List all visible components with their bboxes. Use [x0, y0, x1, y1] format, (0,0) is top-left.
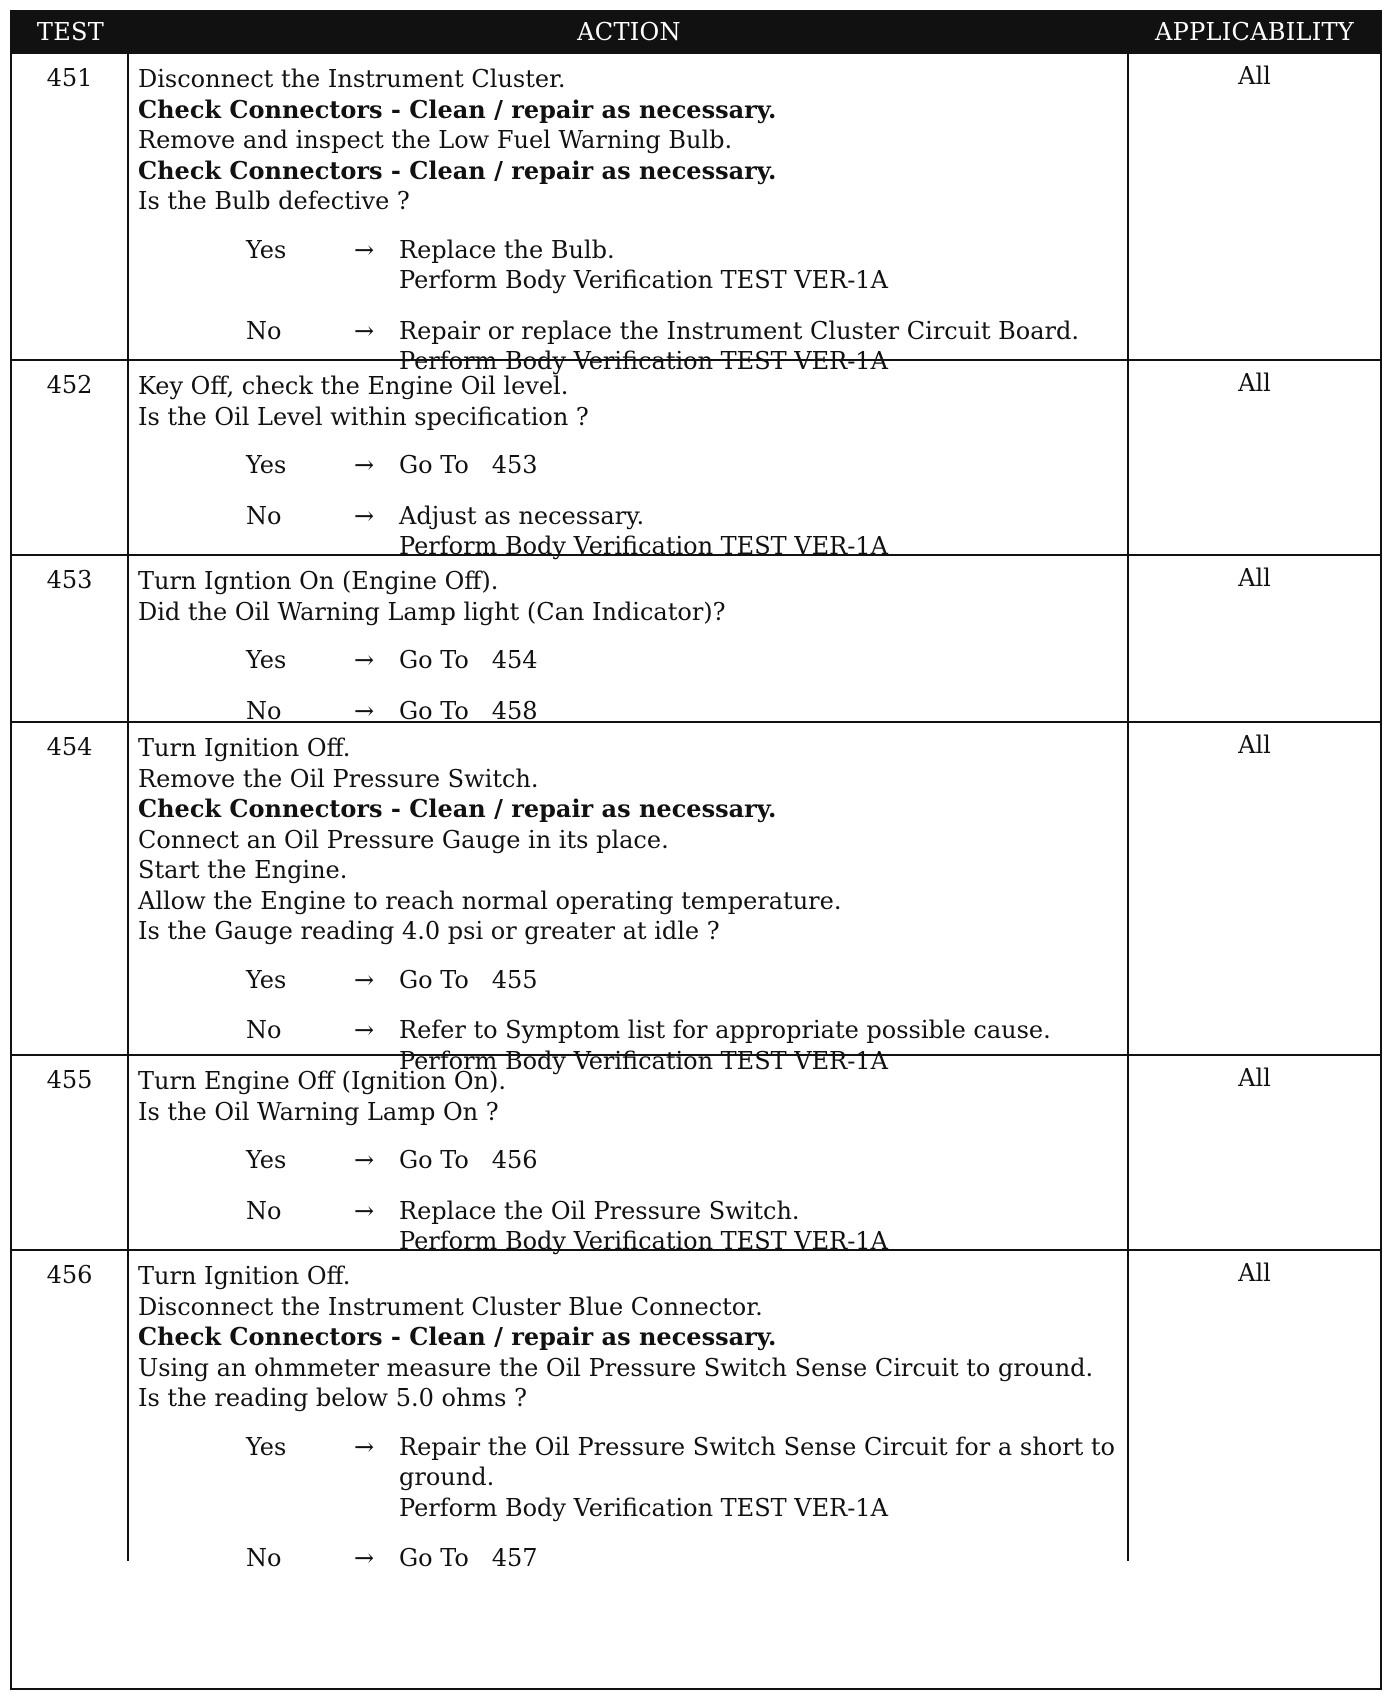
table-row [12, 1249, 1380, 1572]
action-line: Is the Oil Warning Lamp On ? [138, 1097, 499, 1126]
decision-text-line: Perform Body Verification TEST VER-1A [399, 347, 888, 375]
decision-text [399, 1196, 1119, 1257]
applicability-cell: All [1238, 731, 1271, 759]
decision-label: No [246, 1544, 282, 1572]
decision-options [138, 1145, 1119, 1257]
decision-options [138, 235, 1119, 377]
decision-text-line: Go To 457 [399, 1544, 538, 1572]
decision-text [399, 1432, 1119, 1524]
action-note-bold: Check Connectors - Clean / repair as necessary. [138, 94, 777, 124]
action-line: Allow the Engine to reach normal operating temperature. [138, 886, 842, 915]
action-line: Turn Ignition Off. [138, 1262, 351, 1290]
action-line: Using an ohmmeter measure the Oil Pressure Switch Sense Circuit to ground. [138, 1353, 1094, 1382]
decision-text-line: Go To 455 [399, 965, 538, 994]
decision-yes [138, 235, 1119, 296]
decision-text [399, 1543, 1119, 1574]
decision-label: No [246, 501, 282, 530]
decision-no [138, 1543, 1119, 1574]
arrow-right-icon: → [354, 1146, 375, 1174]
arrow-right-icon: → [354, 696, 375, 725]
arrow-right-icon: → [354, 501, 375, 530]
action-line: Remove the Oil Pressure Switch. [138, 764, 539, 793]
decision-label: Yes [246, 1146, 287, 1174]
decision-text-line: Replace the Bulb. [399, 235, 615, 264]
decision-text-line: Adjust as necessary. [399, 501, 645, 530]
applicability-cell: All [1238, 564, 1271, 592]
test-number: 453 [12, 556, 129, 721]
decision-text-line: Repair or replace the Instrument Cluster Circuit Board. [399, 316, 1080, 345]
decision-label: Yes [246, 235, 287, 264]
arrow-right-icon: → [354, 1544, 375, 1572]
decision-text [399, 696, 1119, 727]
test-number: 454 [12, 723, 129, 1054]
decision-options [138, 1432, 1119, 1574]
action-line: Disconnect the Instrument Cluster. [138, 65, 566, 93]
action-line: Turn Igntion On (Engine Off). [138, 567, 499, 595]
action-cell [129, 361, 1129, 560]
decision-text [399, 1145, 1119, 1176]
applicability-cell: All [1238, 1259, 1271, 1287]
test-number: 455 [12, 1056, 129, 1249]
action-note-bold: Check Connectors - Clean / repair as necessary. [138, 1322, 777, 1351]
action-line: Is the reading below 5.0 ohms ? [138, 1384, 527, 1412]
decision-text [399, 645, 1119, 676]
decision-text [399, 235, 1119, 296]
decision-no [138, 696, 1119, 727]
action-cell [129, 556, 1129, 725]
decision-options [138, 450, 1119, 562]
action-line: Connect an Oil Pressure Gauge in its place. [138, 825, 669, 854]
applicability-cell: All [1238, 62, 1271, 90]
action-line: Remove and inspect the Low Fuel Warning Bulb. [138, 126, 733, 154]
action-line: Is the Gauge reading 4.0 psi or greater at idle ? [138, 917, 720, 945]
table-row [12, 359, 1380, 560]
action-cell [129, 1251, 1129, 1572]
decision-label: Yes [246, 451, 287, 479]
decision-text [399, 501, 1119, 562]
applicability-cell: All [1238, 369, 1271, 397]
arrow-right-icon: → [354, 965, 375, 994]
decision-label: Yes [246, 646, 287, 674]
table-row [12, 52, 1380, 375]
arrow-right-icon: → [354, 1432, 375, 1461]
decision-yes [138, 450, 1119, 481]
test-number: 451 [12, 54, 129, 359]
decision-yes [138, 1432, 1119, 1524]
decision-text-line: Go To 456 [399, 1146, 538, 1174]
decision-label: No [246, 1016, 282, 1044]
decision-yes [138, 1145, 1119, 1176]
decision-yes [138, 645, 1119, 676]
decision-text-line: Perform Body Verification TEST VER-1A [399, 1493, 888, 1522]
decision-no [138, 1196, 1119, 1257]
arrow-right-icon: → [354, 316, 375, 345]
table-header [12, 12, 1380, 52]
decision-text-line: Go To 453 [399, 451, 538, 479]
action-cell [129, 723, 1129, 1075]
decision-no [138, 501, 1119, 562]
header-test: TEST [36, 18, 105, 46]
decision-label: Yes [246, 1432, 287, 1461]
decision-text [399, 965, 1119, 996]
decision-label: No [246, 1196, 282, 1225]
test-number: 456 [12, 1251, 129, 1561]
arrow-right-icon: → [354, 1016, 375, 1044]
arrow-right-icon: → [354, 451, 375, 479]
applicability-cell: All [1238, 1064, 1271, 1092]
table-row [12, 721, 1380, 1075]
action-line: Did the Oil Warning Lamp light (Can Indicator)? [138, 597, 726, 626]
decision-yes [138, 965, 1119, 996]
decision-text-line: Go To 458 [399, 696, 538, 725]
decision-label: No [246, 696, 282, 725]
arrow-right-icon: → [354, 235, 375, 264]
action-line: Is the Bulb defective ? [138, 187, 410, 215]
header-applicability: APPLICABILITY [1154, 18, 1355, 46]
table-body [12, 52, 1380, 1572]
decision-label: No [246, 316, 282, 345]
decision-text-line: Refer to Symptom list for appropriate possible cause. [399, 1016, 1051, 1044]
table-row [12, 1054, 1380, 1255]
decision-label: Yes [246, 965, 287, 994]
decision-text-line: Replace the Oil Pressure Switch. [399, 1196, 800, 1225]
decision-text-line: Perform Body Verification TEST VER-1A [399, 532, 888, 560]
decision-text-line: Perform Body Verification TEST VER-1A [399, 1046, 888, 1075]
action-line: Turn Ignition Off. [138, 734, 351, 762]
decision-text [399, 450, 1119, 481]
decision-options [138, 645, 1119, 726]
diagnostic-table [10, 10, 1382, 1690]
action-cell [129, 1056, 1129, 1255]
decision-text-line: Repair the Oil Pressure Switch Sense Circuit for a short to [399, 1432, 1115, 1461]
action-line: Start the Engine. [138, 856, 348, 884]
decision-text-line: Perform Body Verification TEST VER-1A [399, 266, 888, 294]
test-number: 452 [12, 361, 129, 554]
decision-text-line: Go To 454 [399, 646, 538, 674]
action-line: Key Off, check the Engine Oil level. [138, 372, 569, 400]
header-action: ACTION [577, 18, 681, 46]
decision-text-line: ground. [399, 1463, 495, 1491]
decision-text-line: Perform Body Verification TEST VER-1A [399, 1227, 888, 1255]
action-note-bold: Check Connectors - Clean / repair as necessary. [138, 794, 777, 823]
action-line: Turn Engine Off (Ignition On). [138, 1067, 507, 1095]
action-note-bold: Check Connectors - Clean / repair as necessary. [138, 155, 777, 185]
table-row [12, 554, 1380, 725]
action-line: Disconnect the Instrument Cluster Blue Connector. [138, 1292, 763, 1321]
arrow-right-icon: → [354, 1196, 375, 1225]
arrow-right-icon: → [354, 646, 375, 674]
action-cell [129, 54, 1129, 375]
action-line: Is the Oil Level within specification ? [138, 402, 589, 431]
